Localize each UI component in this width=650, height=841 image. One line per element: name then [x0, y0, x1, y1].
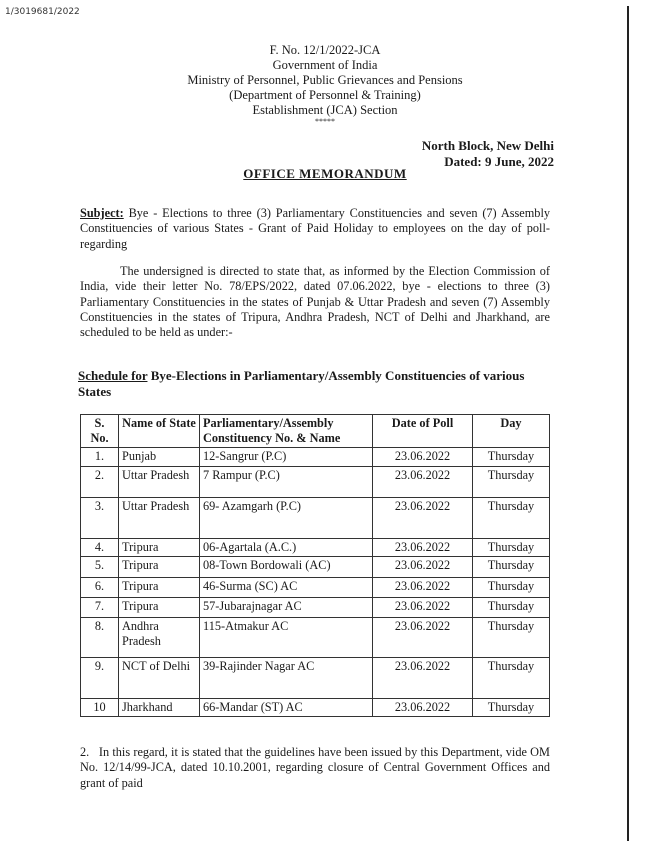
cell-date: 23.06.2022 [373, 699, 473, 717]
cell-sno: 1. [81, 448, 119, 467]
cell-state: Andhra Pradesh [119, 618, 200, 658]
cell-constituency: 7 Rampur (P.C) [200, 467, 373, 498]
cell-sno: 7. [81, 598, 119, 618]
cell-constituency: 39-Rajinder Nagar AC [200, 658, 373, 699]
file-reference: 1/3019681/2022 [5, 7, 80, 17]
cell-state: Jharkhand [119, 699, 200, 717]
government: Government of India [272, 58, 378, 72]
cell-constituency: 69- Azamgarh (P.C) [200, 498, 373, 539]
header-sno: S. No. [81, 415, 119, 448]
cell-constituency: 57-Jubarajnagar AC [200, 598, 373, 618]
table-row [81, 498, 550, 539]
cell-date: 23.06.2022 [373, 557, 473, 578]
cell-constituency: 66-Mandar (ST) AC [200, 699, 373, 717]
cell-state: Tripura [119, 557, 200, 578]
table-row [81, 578, 550, 598]
ministry: Ministry of Personnel, Public Grievances and Pensions [187, 73, 463, 87]
subject-label: Subject: [80, 206, 124, 220]
cell-date: 23.06.2022 [373, 467, 473, 498]
cell-state: Tripura [119, 598, 200, 618]
cell-constituency: 12-Sangrur (P.C) [200, 448, 373, 467]
cell-date: 23.06.2022 [373, 498, 473, 539]
place: North Block, New Delhi [421, 138, 554, 153]
header-constituency: Parliamentary/Assembly Constituency No. & Name [200, 415, 373, 448]
cell-state: Tripura [119, 578, 200, 598]
department: (Department of Personnel & Training) [229, 88, 421, 102]
schedule-heading [78, 368, 553, 400]
header-state: Name of State [119, 415, 200, 448]
header-date: Date of Poll [373, 415, 473, 448]
cell-constituency: 115-Atmakur AC [200, 618, 373, 658]
cell-constituency: 06-Agartala (A.C.) [200, 539, 373, 557]
file-number: F. No. 12/1/2022-JCA [269, 43, 381, 57]
paragraph-1: The undersigned is directed to state that, as informed by the Election Commission of India, vide their letter No. 78/EPS/2022, dated 07.06.2022, bye - elections to three (3) Parliamentary Constituencies in the states of Punjab & Uttar Pradesh and seven (7) Assembly Constituencies in the states of Tripura, Andhra Pradesh, NCT of Delhi and Jharkhand, are scheduled to be held as under:- [80, 264, 550, 340]
document-title: OFFICE MEMORANDUM [243, 166, 407, 181]
cell-day: Thursday [473, 618, 550, 658]
cell-day: Thursday [473, 448, 550, 467]
schedule-heading-underlined: Schedule for [78, 368, 148, 383]
table-row [81, 467, 550, 498]
cell-sno: 5. [81, 557, 119, 578]
subject [80, 206, 550, 252]
cell-constituency: 46-Surma (SC) AC [200, 578, 373, 598]
cell-day: Thursday [473, 539, 550, 557]
table-row [81, 557, 550, 578]
section: Establishment (JCA) Section [252, 103, 398, 117]
table-row [81, 618, 550, 658]
table-row [81, 699, 550, 717]
separator-stars: ***** [315, 117, 335, 126]
cell-state: Uttar Pradesh [119, 467, 200, 498]
cell-state: Uttar Pradesh [119, 498, 200, 539]
scan-margin-line [627, 6, 629, 841]
cell-day: Thursday [473, 557, 550, 578]
cell-sno: 2. [81, 467, 119, 498]
header-day: Day [473, 415, 550, 448]
cell-sno: 9. [81, 658, 119, 699]
letterhead [0, 43, 650, 126]
cell-date: 23.06.2022 [373, 598, 473, 618]
cell-date: 23.06.2022 [373, 448, 473, 467]
table-row [81, 539, 550, 557]
cell-state: NCT of Delhi [119, 658, 200, 699]
schedule-heading-rest: Bye-Elections in Parliamentary/Assembly Constituencies of various States [78, 368, 525, 399]
cell-date: 23.06.2022 [373, 618, 473, 658]
cell-day: Thursday [473, 467, 550, 498]
cell-day: Thursday [473, 658, 550, 699]
cell-sno: 4. [81, 539, 119, 557]
table-row [81, 448, 550, 467]
cell-sno: 10 [81, 699, 119, 717]
cell-sno: 6. [81, 578, 119, 598]
table-row [81, 658, 550, 699]
cell-sno: 3. [81, 498, 119, 539]
table-header-row [81, 415, 550, 448]
cell-constituency: 08-Town Bordowali (AC) [200, 557, 373, 578]
cell-date: 23.06.2022 [373, 658, 473, 699]
date: Dated: 9 June, 2022 [444, 154, 554, 169]
schedule-table [80, 414, 550, 717]
cell-day: Thursday [473, 598, 550, 618]
cell-sno: 8. [81, 618, 119, 658]
cell-state: Punjab [119, 448, 200, 467]
cell-date: 23.06.2022 [373, 578, 473, 598]
cell-date: 23.06.2022 [373, 539, 473, 557]
paragraph-2: 2. In this regard, it is stated that the guidelines have been issued by this Department, vide OM No. 12/14/99-JCA, dated 10.10.2001, regarding closure of Central Government Offices and grant of paid [80, 745, 550, 790]
cell-day: Thursday [473, 699, 550, 717]
subject-text: Bye - Elections to three (3) Parliamentary Constituencies and seven (7) Assembly Constituencies of various States - Grant of Paid Holiday to employees on the day of poll-regarding [80, 206, 551, 251]
cell-state: Tripura [119, 539, 200, 557]
cell-day: Thursday [473, 498, 550, 539]
table-row [81, 598, 550, 618]
cell-day: Thursday [473, 578, 550, 598]
